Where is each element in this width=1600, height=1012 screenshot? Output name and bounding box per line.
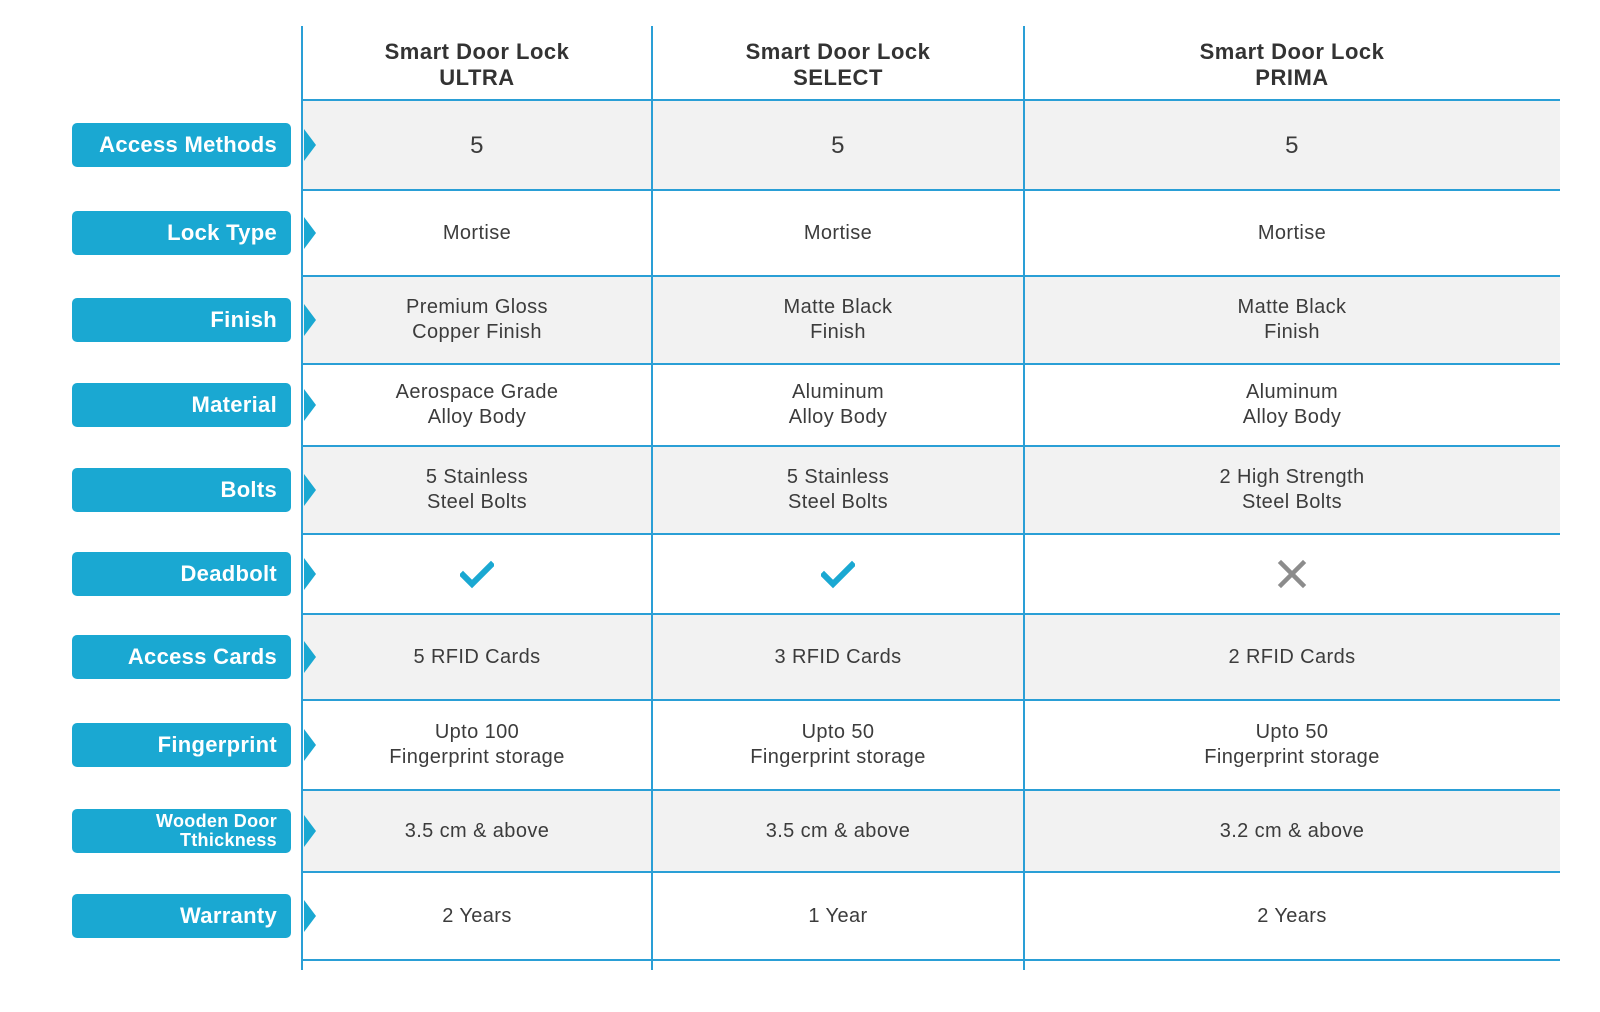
column-header-line1: Smart Door Lock <box>1199 39 1385 64</box>
row-label-text: Access Cards <box>127 644 277 669</box>
row-label-text: Fingerprint <box>157 732 277 757</box>
table-cell: Aluminum Alloy Body <box>1242 381 1342 428</box>
column-header-line1: Smart Door Lock <box>745 39 931 64</box>
table-cell: 5 Stainless Steel Bolts <box>786 466 890 513</box>
table-cell: 5 <box>1285 131 1299 159</box>
row-label-text: Material <box>191 392 277 417</box>
table-cell: Upto 100 Fingerprint storage <box>389 721 565 768</box>
row-label-text: Wooden Door Tthickness <box>156 811 277 850</box>
table-cell: 5 <box>470 131 484 159</box>
column-header-line1: Smart Door Lock <box>384 39 570 64</box>
table-cell: Upto 50 Fingerprint storage <box>1204 721 1380 768</box>
row-label-text: Lock Type <box>167 220 277 245</box>
row-label <box>72 211 291 255</box>
row-label <box>72 123 291 167</box>
table-cell: Mortise <box>442 221 512 244</box>
row-label <box>72 635 291 679</box>
table-cell: 2 Years <box>442 904 512 927</box>
table-cell: Upto 50 Fingerprint storage <box>750 721 926 768</box>
row-label-text: Warranty <box>180 903 277 928</box>
table-cell: 3 RFID Cards <box>774 645 902 668</box>
row-label <box>72 298 291 342</box>
row-label <box>72 894 291 938</box>
column-header-line2: ULTRA <box>439 65 515 90</box>
column-header-line2: PRIMA <box>1255 65 1329 90</box>
row-label-text: Finish <box>210 307 277 332</box>
table-cell: Matte Black Finish <box>1237 296 1347 343</box>
column-header <box>302 30 652 100</box>
table-cell: 2 High Strength Steel Bolts <box>1219 466 1365 513</box>
row-label <box>72 383 291 427</box>
column-header <box>1024 30 1560 100</box>
table-cell <box>302 534 652 614</box>
row-label-text: Bolts <box>220 477 277 502</box>
row-label <box>72 468 291 512</box>
row-label <box>72 723 291 767</box>
table-cell: Mortise <box>1257 221 1327 244</box>
table-cell: Aluminum Alloy Body <box>788 381 888 428</box>
table-cell: 3.5 cm & above <box>765 819 911 842</box>
table-cell <box>652 534 1024 614</box>
table-cell: 3.2 cm & above <box>1219 819 1365 842</box>
table-cell: 5 <box>831 131 845 159</box>
table-cell: Premium Gloss Copper Finish <box>406 296 548 343</box>
column-header <box>652 30 1024 100</box>
table-cell: Matte Black Finish <box>783 296 893 343</box>
table-cell: 2 Years <box>1257 904 1327 927</box>
column-header-line2: SELECT <box>793 65 883 90</box>
table-cell: Mortise <box>803 221 873 244</box>
table-cell: Aerospace Grade Alloy Body <box>395 381 559 428</box>
table-cell: 2 RFID Cards <box>1228 645 1356 668</box>
table-cell: 5 RFID Cards <box>413 645 541 668</box>
row-label-text: Deadbolt <box>180 561 277 586</box>
table-cell: 5 Stainless Steel Bolts <box>425 466 529 513</box>
table-cell: 3.5 cm & above <box>404 819 550 842</box>
cross-icon <box>1275 557 1309 591</box>
row-label <box>72 809 291 853</box>
check-icon <box>821 557 855 591</box>
check-icon <box>460 557 494 591</box>
row-label <box>72 552 291 596</box>
row-label-text: Access Methods <box>99 132 277 157</box>
table-cell <box>1024 534 1560 614</box>
table-cell: 1 Year <box>808 904 868 927</box>
